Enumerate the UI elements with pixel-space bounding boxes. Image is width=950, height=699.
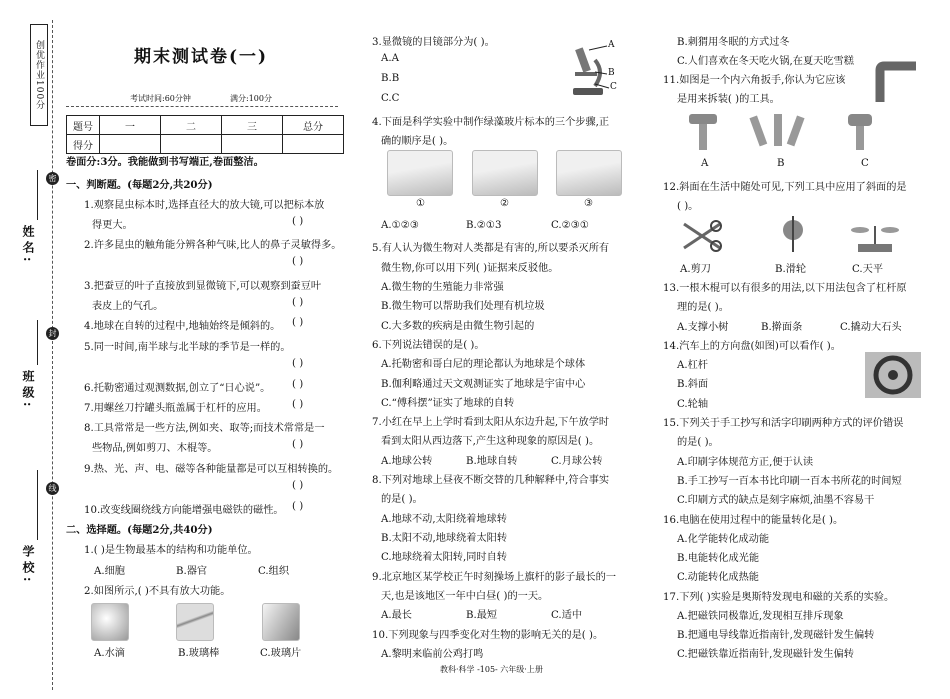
scissors-image [680,218,726,254]
hex-key-image [872,60,922,110]
score-header: 三 [222,116,283,135]
option[interactable]: C.把磁铁靠近指南针,发现磁针发生偏转 [677,649,854,660]
choice-q4-cont: 确的顺序是( )。 [381,136,454,147]
water-drop-image [91,603,129,641]
choice-q12: 12.斜面在生活中随处可见,下列工具中应用了斜面的是 [663,182,907,193]
judge-q9: 9.热、光、声、电、磁等各种能量都是可以互相转换的。 [84,464,339,475]
section2-title: 二、选择题。(每题2分,共40分) [66,524,213,536]
name-label: 姓名: [21,225,35,266]
judge-q6: 6.托勒密通过观测数据,创立了“日心说”。 [84,383,271,394]
judge-q1: 1.观察昆虫标本时,选择直径大的放大镜,可以把标本放 [84,200,325,211]
option[interactable]: B.伽利略通过天文观测证实了地球是宇宙中心 [381,379,586,390]
page-footer: 教科·科学 -105- 六年级·上册 [440,665,543,674]
choice-q10: 10.下列现象与四季变化对生物的影响无关的是( )。 [372,630,604,641]
judge-q10: 10.改变线圈绕线方向能增强电磁铁的磁性。 [84,505,284,516]
judge-q4: 4.地球在自转的过程中,地轴始终是倾斜的。 [84,321,281,332]
answer-blank[interactable]: ( ) [292,399,304,410]
choice-q3: 3.显微镜的目镜部分为( )。 [372,37,495,48]
option[interactable]: C.大多数的疾病是由微生物引起的 [381,321,535,332]
judge-q2: 2.许多昆虫的触角能分辨各种气味,比人的鼻子灵敏得多。 [84,240,342,251]
step-label: ② [500,198,510,209]
microscope-mark: B [608,68,615,78]
option[interactable]: C.“傅科摆”证实了地球的自转 [381,398,515,409]
option[interactable]: C.人们喜欢在冬天吃火锅,在夏天吃雪糕 [677,56,854,67]
option[interactable]: C.撬动大石头 [840,322,902,333]
choice-q9: 9.北京地区某学校正午时刻操场上旗杆的影子最长的一 [372,572,617,583]
judge-q3: 3.把蚕豆的叶子直接放到显微镜下,可以观察到蚕豆叶 [84,281,322,292]
choice-q12-cont: ( )。 [677,201,699,212]
option[interactable]: C.月球公转 [551,456,603,467]
judge-q5: 5.同一时间,南半球与北半球的季节是一样的。 [84,342,291,353]
judge-q3-cont: 表皮上的气孔。 [92,301,164,312]
option[interactable]: B.滑轮 [775,264,807,275]
name-line [37,170,38,220]
choice-q11: 11.如图是一个内六角扳手,你认为它应该 [663,75,846,86]
option[interactable]: A.地球不动,太阳绕着地球转 [381,514,507,525]
binding-dashed-line [52,20,53,690]
divider [66,106,338,107]
section1-title: 一、判断题。(每题2分,共20分) [66,179,213,191]
choice-q16: 16.电脑在使用过程中的能量转化是( )。 [663,515,844,526]
option[interactable]: A.支撑小树 [677,322,729,333]
option[interactable]: A.托勒密和哥白尼的理论都认为地球是个球体 [381,359,586,370]
choice-q14: 14.汽车上的方向盘(如图)可以看作( )。 [663,341,841,352]
option[interactable]: B.微生物可以帮助我们处理有机垃圾 [381,301,545,312]
step-image [556,150,622,196]
score-cell[interactable] [222,135,283,154]
pulley-image [780,214,806,254]
glass-rod-image [176,603,214,641]
option[interactable]: B.斜面 [677,379,709,390]
score-header: 一 [100,116,161,135]
step-label: ① [416,198,426,209]
option[interactable]: B.最短 [466,610,498,621]
choice-q13-cont: 理的是( )。 [677,302,729,313]
option[interactable]: A.印刷字体规范方正,便于认读 [677,457,814,468]
answer-blank[interactable]: ( ) [292,439,304,450]
choice-q4: 4.下面是科学实验中制作绿藻玻片标本的三个步骤,正 [372,117,610,128]
option[interactable]: A.微生物的生殖能力非常强 [381,282,504,293]
option[interactable]: A.地球公转 [381,456,433,467]
binding-dot: 密 [46,172,59,185]
class-line [37,320,38,365]
judge-q8: 8.工具常常是一些方法,例如夹、取等;而技术常常是一 [84,423,325,434]
hex-socket-screw-image [840,110,880,154]
judge-q1-cont: 得更大。 [92,220,133,231]
figure-label: C [861,158,869,169]
school-line [37,470,38,540]
brand-strip: 创优作业100分 [30,24,48,126]
option[interactable]: B.②①3 [466,220,502,231]
option[interactable]: B.B [381,73,400,84]
choice-q6: 6.下列说法错误的是( )。 [372,340,485,351]
glass-slide-image [262,603,300,641]
score-header: 题号 [67,116,100,135]
microscope-image [565,42,625,102]
choice-q11-cont: 是用来拆装( )的工具。 [677,94,780,105]
option[interactable]: B.擀面条 [761,322,803,333]
option[interactable]: B.器官 [176,566,208,577]
option[interactable]: A.剪刀 [680,264,711,275]
full-score: 满分:100分 [230,94,272,103]
option[interactable]: A.化学能转化成动能 [677,534,770,545]
answer-blank[interactable]: ( ) [292,480,304,491]
choice-q5: 5.有人认为微生物对人类都是有害的,所以要杀灭所有 [372,243,610,254]
choice-q7-cont: 看到太阳从西边落下,产生这种现象的原因是( )。 [381,436,600,447]
option[interactable]: B.把通电导线靠近指南针,发现磁针发生偏转 [677,630,875,641]
binding-dot: 线 [46,482,59,495]
option[interactable]: A.把磁铁同极靠近,发现相互排斥现象 [677,611,844,622]
option[interactable]: B.电能转化成光能 [677,553,760,564]
option[interactable]: C.轮轴 [677,399,709,410]
choice-q8: 8.下列对地球上昼夜不断交替的几种解释中,符合事实 [372,475,610,486]
choice-q9-cont: 天,也是该地区一年中白昼( )的一天。 [381,591,549,602]
option[interactable]: C.②③① [551,220,590,231]
answer-blank[interactable]: ( ) [292,216,304,227]
class-label: 班级: [21,370,35,411]
screws-image [748,108,812,156]
option[interactable]: A.最长 [381,610,412,621]
option[interactable]: C.C [381,93,400,104]
step-image [472,150,538,196]
option[interactable]: B.手工抄写一百本书比印刷一百本书所花的时间短 [677,476,902,487]
choice-q13: 13.一根木棍可以有很多的用法,以下用法包含了杠杆原 [663,283,907,294]
option[interactable]: C.地球绕着太阳转,同时自转 [381,552,507,563]
option[interactable]: C.天平 [852,264,884,275]
binding-dot: 封 [46,327,59,340]
score-table [66,115,344,154]
option[interactable]: B.玻璃棒 [178,648,220,659]
exam-time: 考试时间:60分钟 [130,94,191,103]
answer-blank[interactable]: ( ) [292,297,304,308]
figure-label: A [701,158,709,169]
choice-q2: 2.如图所示,( )不具有放大功能。 [84,586,231,597]
bolt-image [683,110,723,154]
answer-blank[interactable]: ( ) [292,317,304,328]
option[interactable]: C.适中 [551,610,583,621]
option[interactable]: A.细胞 [94,566,125,577]
choice-q5-cont: 微生物,你可以用下列( )证据来反驳他。 [381,263,559,274]
option[interactable]: B.刺猬用冬眠的方式过冬 [677,37,790,48]
step-label: ③ [584,198,594,209]
neatness-note: 卷面分:3分。我能做到书写端正,卷面整洁。 [66,156,264,168]
option[interactable]: C.印刷方式的缺点是刻字麻烦,油墨不容易干 [677,495,875,506]
answer-blank[interactable]: ( ) [292,501,304,512]
microscope-mark: A [608,40,615,50]
score-cell[interactable] [283,135,344,154]
balance-image [850,218,900,254]
choice-q15: 15.下列关于手工抄写和活字印刷两种方式的评价错误 [663,418,904,429]
option[interactable]: A.黎明来临前公鸡打鸣 [381,649,484,660]
option[interactable]: B.太阳不动,地球绕着太阳转 [381,533,508,544]
answer-blank[interactable]: ( ) [292,358,304,369]
option[interactable]: C.动能转化成热能 [677,572,759,583]
choice-q1: 1.( )是生物最基本的结构和功能单位。 [84,545,258,556]
score-header: 二 [161,116,222,135]
judge-q8-cont: 些物品,例如剪刀、木棍等。 [92,443,218,454]
option[interactable]: A.①②③ [381,220,419,231]
steering-wheel-image [865,352,921,398]
page-title: 期末测试卷(一) [134,47,269,67]
option[interactable]: A.杠杆 [677,360,708,371]
step-image [387,150,453,196]
score-cell[interactable] [100,135,161,154]
answer-blank[interactable]: ( ) [292,256,304,267]
option[interactable]: A.A [381,53,399,64]
figure-label: B [777,158,785,169]
answer-blank[interactable]: ( ) [292,379,304,390]
option[interactable]: C.组织 [258,566,290,577]
school-label: 学校: [21,545,35,586]
option[interactable]: B.地球自转 [466,456,518,467]
microscope-mark: C [610,82,617,92]
option[interactable]: A.水滴 [94,648,125,659]
choice-q8-cont: 的是( )。 [381,494,423,505]
judge-q7: 7.用螺丝刀拧罐头瓶盖属于杠杆的应用。 [84,403,267,414]
score-header: 总分 [283,116,344,135]
choice-q7: 7.小红在早上上学时看到太阳从东边升起,下午放学时 [372,417,610,428]
option[interactable]: C.玻璃片 [260,648,302,659]
choice-q15-cont: 的是( )。 [677,437,719,448]
choice-q17: 17.下列( )实验是奥斯特发现电和磁的关系的实验。 [663,592,895,603]
score-cell[interactable] [161,135,222,154]
score-row-label: 得分 [67,135,100,154]
